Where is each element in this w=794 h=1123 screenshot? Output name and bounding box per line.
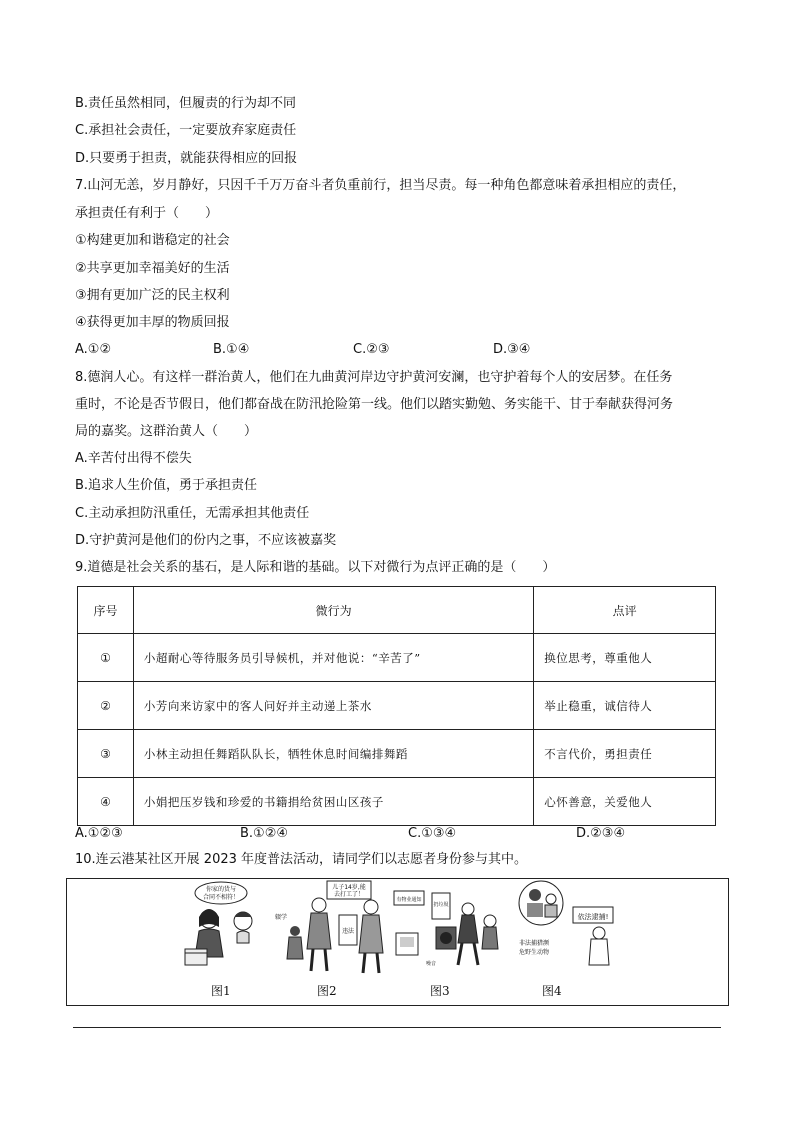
row-behavior: 小超耐心等待服务员引导候机，并对他说：“辛苦了” [133,634,533,682]
figure-2-illustration [267,879,397,979]
figure-2-bubble-text: 儿子14岁,能 [332,884,366,891]
row-comment: 心怀善意，关爱他人 [534,778,716,826]
micro-behavior-table [77,586,716,826]
q7-item-3: ③拥有更加广泛的民主权利 [75,288,230,303]
q8-option-c: C.主动承担防汛重任，无需承担其他责任 [75,506,310,521]
row-behavior: 小林主动担任舞蹈队队长，牺牲休息时间编排舞蹈 [133,730,533,778]
figure-1-illustration [177,879,267,979]
row-index: ② [78,682,134,730]
figure-4-label: 图4 [542,984,562,998]
q9-option-d: D.②③④ [576,826,626,841]
figure-4-illustration [507,879,617,979]
q8-stem-line3: 局的嘉奖。这群治黄人（ ） [75,424,258,439]
figure-2-label: 图2 [317,984,337,998]
footer-divider [73,1027,721,1028]
q7-item-4: ④获得更加丰厚的物质回报 [75,315,230,330]
figure-3-sign2-text: 扔垃圾 [433,902,449,908]
table-header-row [78,587,716,634]
illustration-panel [66,878,729,1006]
q6-option-b: B.责任虽然相同，但履责的行为却不同 [75,96,297,111]
q8-option-d: D.守护黄河是他们的份内之事，不应该被嘉奖 [75,533,337,548]
q7-option-b: B.①④ [213,342,250,357]
table-row [78,682,716,730]
row-behavior: 小娟把压岁钱和珍爱的书籍捐给贫困山区孩子 [133,778,533,826]
q8-option-a: A.辛苦付出得不偿失 [75,451,192,466]
q7-item-1: ①构建更加和谐稳定的社会 [75,233,230,248]
table-row [78,634,716,682]
figure-3-illustration [392,879,502,979]
header-comment: 点评 [534,587,716,634]
q7-option-c: C.②③ [353,342,390,357]
q7-stem-line2: 承担责任有利于（ ） [75,206,219,221]
row-behavior: 小芳向来访家中的客人问好并主动递上茶水 [133,682,533,730]
figure-2-sign-text: 违法 [341,928,355,935]
figure-2-small-text: 辍学 [275,914,288,921]
figure-4-caption-text: 非法捕猎濒 [519,940,550,947]
figure-4-bubble-text: 依法逮捕! [577,913,609,921]
q6-option-c: C.承担社会责任，一定要放弃家庭责任 [75,123,297,138]
q7-item-2: ②共享更加幸福美好的生活 [75,261,230,276]
figure-3-small-text: 噪音 [426,961,437,967]
figure-3-label: 图3 [430,984,450,998]
q7-stem-line1: 7.山河无恙，岁月静好，只因千千万万奋斗者负重前行，担当尽责。每一种角色都意味着承担相应的责任， [75,178,686,193]
row-comment: 举止稳重，诚信待人 [534,682,716,730]
q8-stem-line2: 重时，不论是否节假日，他们都奋战在防汛抢险第一线。他们以踏实勤勉、务实能干、甘于奉献获得河务 [75,397,674,412]
q8-option-b: B.追求人生价值，勇于承担责任 [75,478,258,493]
svg-text:合同不相符！: 合同不相符！ [202,894,240,901]
row-index: ① [78,634,134,682]
q8-stem-line1: 8.德润人心。有这样一群治黄人，他们在九曲黄河岸边守护黄河安澜，也守护着每个人的安居梦。在任务 [75,370,673,385]
q9-option-b: B.①②④ [240,826,289,841]
q9-option-a: A.①②③ [75,826,123,841]
q9-stem: 9.道德是社会关系的基石，是人际和谐的基础。以下对微行为点评正确的是（ ） [75,560,556,575]
q6-option-d: D.只要勇于担责，就能获得相应的回报 [75,151,298,166]
table-row [78,778,716,826]
table-row [78,730,716,778]
q9-option-c: C.①③④ [408,826,457,841]
svg-text:去打工了！: 去打工了！ [333,891,365,898]
row-index: ③ [78,730,134,778]
figure-1-bubble-text: 你家的货与 [205,886,237,893]
row-comment: 不言代价，勇担责任 [534,730,716,778]
figure-3-sign1-text: 有物业通知 [396,897,422,903]
figure-1-label: 图1 [211,984,231,998]
q7-option-a: A.①② [75,342,112,357]
header-behavior: 微行为 [133,587,533,634]
q7-option-d: D.③④ [493,342,531,357]
row-comment: 换位思考，尊重他人 [534,634,716,682]
row-index: ④ [78,778,134,826]
q10-stem: 10.连云港某社区开展 2023 年度普法活动，请同学们以志愿者身份参与其中。 [75,852,528,867]
svg-text:危野生动物: 危野生动物 [519,949,550,956]
header-index: 序号 [78,587,134,634]
